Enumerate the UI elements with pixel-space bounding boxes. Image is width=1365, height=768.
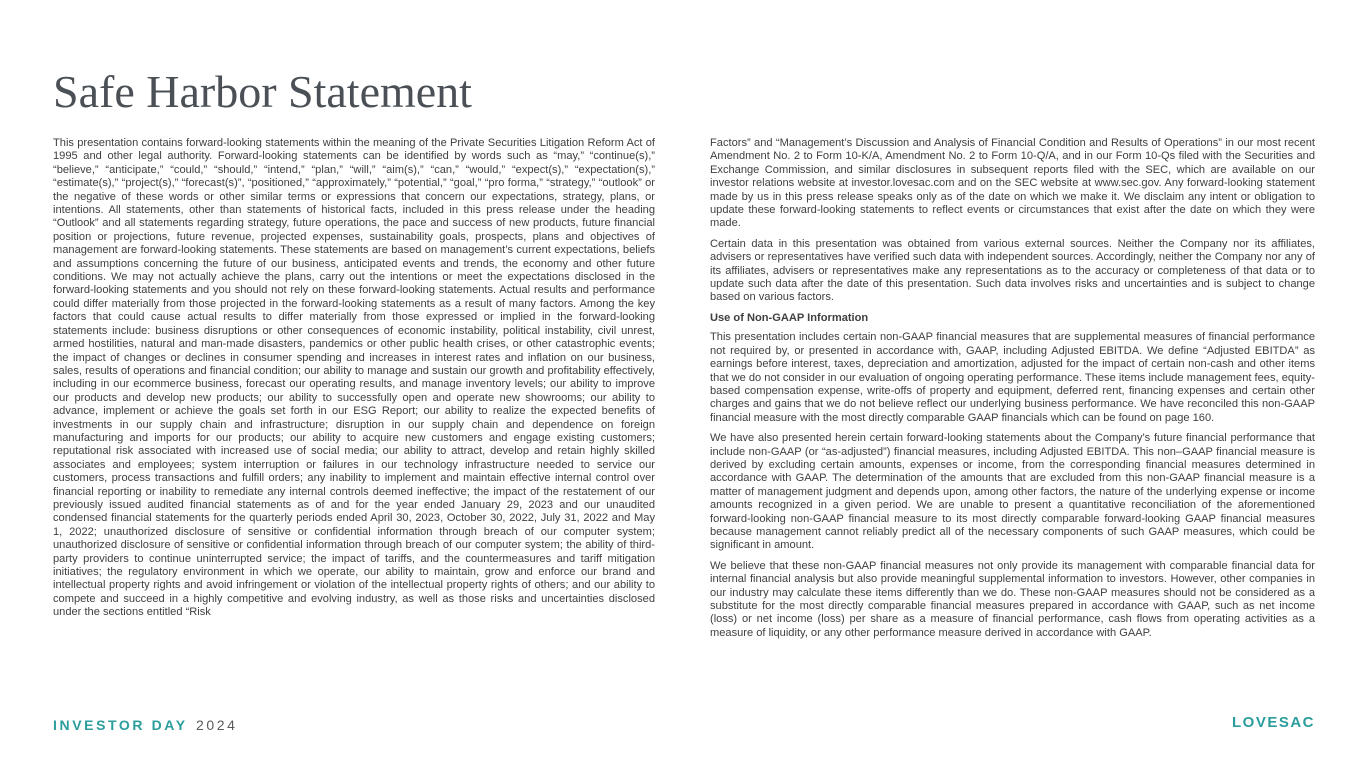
non-gaap-forward-looking-paragraph: We have also presented herein certain forward-looking statements about the Company’s future financial performance that include non-GAAP (or “as-adjusted”) financial measures, including Adjusted EBITDA. This non–GAAP financial measure is derived by excluding certain amounts, expenses or income, from the corresponding financial measures determined in accordance with GAAP. The determination of the amounts that are excluded from this non-GAAP financial measure is a matter of management judgment and depends upon, among other factors, the nature of the underlying expense or income amounts recognized in a given period. We are unable to present a quantitative reconciliation of the aforementioned forward-looking non-GAAP financial measure to its most directly comparable forward-looking GAAP financial measures because management cannot reliably predict all of the necessary components of such GAAP measures, which could be significant in amount. [710, 432, 1315, 552]
page-title: Safe Harbor Statement [53, 66, 472, 117]
lovesac-logo: LOVESAC [1231, 714, 1315, 731]
risk-factors-continuation-paragraph: Factors” and “Management’s Discussion and Analysis of Financial Condition and Results of Operations” in our most recent Amendment No. 2 to Form 10-K/A, Amendment No. 2 to Form 10-Q/A, and in our Form 10-Qs filed with the Securities and Exchange Commission, and similar disclosures in subsequent reports filed with the SEC, which are available on our investor relations website at investor.lovesac.com and on the SEC website at www.sec.gov. Any forward-looking statement made by us in this press release speaks only as of the date on which we make it. We disclaim any intent or obligation to update these forward-looking statements to reflect events or circumstances that exist after the date on which they were made. [710, 137, 1315, 230]
investor-day-footer [53, 717, 237, 733]
event-label: INVESTOR DAY [53, 717, 188, 733]
forward-looking-statements-paragraph: This presentation contains forward-looking statements within the meaning of the Private Securities Litigation Reform Act of 1995 and other legal authority. Forward-looking statements can be identified by words such as “may,” “continue(s),” “believe,” “anticipate,” “could,” “should,” “intend,” “plan,” “will,” “aim(s),” “can,” “would,” “expect(s),” “expectation(s),” “estimate(s),” “project(s),” “forecast(s)”, “positioned,” “approximately,” “potential,” “goal,” “pro forma,” “strategy,” “outlook” or the negative of these words or other similar terms or expressions that concern our expectations, strategy, plans, or intentions. All statements, other than statements of historical facts, included in this press release under the heading “Outlook” and all statements regarding strategy, future operations, the pace and success of new products, future financial position or projections, future revenue, projected expenses, sustainability goals, prospects, plans and objectives of management are forward-looking statements. These statements are based on management’s current expectations, beliefs and assumptions concerning the future of our business, anticipated events and trends, the economy and other future conditions. We may not actually achieve the plans, carry out the intentions or meet the expectations disclosed in the forward-looking statements and you should not rely on these forward-looking statements. Actual results and performance could differ materially from those projected in the forward-looking statements as a result of many factors. Among the key factors that could cause actual results to differ materially from those expressed or implied in the forward-looking statements include: business disruptions or other consequences of economic instability, political instability, civil unrest, armed hostilities, natural and man-made disasters, pandemics or other public health crises, or other catastrophic events; the impact of changes or declines in consumer spending and increases in interest rates and inflation on our business, sales, results of operations and financial condition; our ability to manage and sustain our growth and profitability effectively, including in our ecommerce business, forecast our operating results, and manage inventory levels; our ability to improve our products and develop new products; our ability to successfully open and operate new showrooms; our ability to advance, implement or achieve the goals set forth in our ESG Report; our ability to realize the expected benefits of investments in our supply chain and infrastructure; disruption in our supply chain and dependence on foreign manufacturing and imports for our products; our ability to acquire new customers and engage existing customers; reputational risk associated with increased use of social media; our ability to attract, develop and retain highly skilled associates and employees; system interruption or failures in our technology infrastructure needed to service our customers, process transactions and fulfill orders; any inability to implement and maintain effective internal control over financial reporting or inability to remediate any internal controls deemed ineffective; the impact of the restatement of our previously issued audited financial statements as of and for the year ended January 29, 2023 and our unaudited condensed financial statements for the quarterly periods ended April 30, 2023, October 30, 2022, July 31, 2022 and May 1, 2022; unauthorized disclosure of sensitive or confidential information through breach of our computer system; unauthorized disclosure of sensitive or confidential information through breach of our computer system; the ability of third-party providers to continue uninterrupted service; the impact of tariffs, and the countermeasures and tariff mitigation initiatives; the regulatory environment in which we operate, our ability to maintain, grow and enforce our brand and intellectual property rights and avoid infringement or violation of the intellectual property rights of others; and our ability to compete and succeed in a highly competitive and evolving industry, as well as those risks and uncertainties disclosed under the sections entitled “Risk [53, 137, 655, 619]
non-gaap-definition-paragraph: This presentation includes certain non-GAAP financial measures that are supplemental measures of financial performance not required by, or presented in accordance with, GAAP, including Adjusted EBITDA. We define “Adjusted EBITDA” as earnings before interest, taxes, depreciation and amortization, adjusted for the impact of certain non-cash and other items that we do not consider in our evaluation of ongoing operating performance. These items include management fees, equity-based compensation expense, write-offs of property and equipment, deferred rent, financing expenses and certain other charges and gains that we do not believe reflect our underlying business performance. We have reconciled this non-GAAP financial measure with the most directly comparable GAAP financials which can be found on page 160. [710, 331, 1315, 424]
left-text-column [53, 137, 655, 627]
non-gaap-belief-paragraph: We believe that these non-GAAP financial measures not only provide its management with comparable financial data for internal financial analysis but also provide meaningful supplemental information to investors. However, other companies in our industry may calculate these items differently than we do. These non-GAAP measures should not be considered as a substitute for the most directly comparable financial measures prepared in accordance with GAAP, such as net income (loss) or net income (loss) per share as a measure of financial performance, cash flows from operating activities as a measure of liquidity, or any other performance measure derived in accordance with GAAP. [710, 559, 1315, 639]
right-text-column [710, 137, 1315, 647]
non-gaap-subheading: Use of Non-GAAP Information [710, 311, 869, 324]
external-data-paragraph: Certain data in this presentation was obtained from various external sources. Neither the Company nor its affiliates, advisers or representatives have verified such data with independent sources. Accordingly, neither the Company nor any of its affiliates, advisers or representatives make any representations as to the accuracy or completeness of that data or to update such data after the date of this presentation. Such data involves risks and uncertainties and is subject to change based on various factors. [710, 237, 1315, 304]
event-year: 2024 [195, 717, 238, 733]
